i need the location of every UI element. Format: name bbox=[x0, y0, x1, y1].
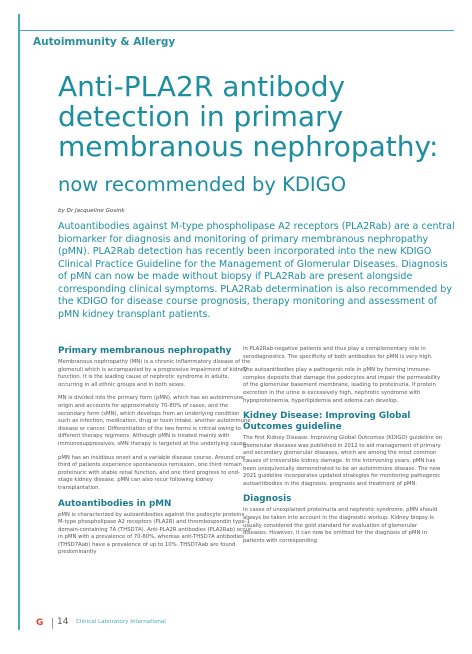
intro-text: Autoantibodies against M-type phospholipase A2 receptors (PLA2Rab) are a central biomarker for diagnosis and monitoring of primary membranous nephropathy (pMN). PLA2Rab detection has recently been incorporated into the new KDIGO Clinical Practice Guideline for the Management of Glomerular Diseases. Diagnosis of pMN can now be made without biopsy if PLA2Rab are present alongside corresponding clinical symptoms. PLA2Rab determination is also recommended by the KDIGO for disease course prognosis, therapy monitoring and assessment of pMN kidney transplant patients. bbox=[58, 221, 455, 320]
article-subtitle: now recommended by KDIGO bbox=[58, 173, 347, 196]
footer-divider bbox=[52, 618, 53, 629]
paragraph: in PLA2Rab-negative patients and thus play a complementary role in serodiagnostics. The specificity of both antibodies for pMN is very high. bbox=[243, 346, 433, 360]
paragraph: MN is divided into the primary form (pMN), which has an autoimmune origin and accounts for approximately 70-80% of cases, and the secondary form (sMN), which develops from an underlying condition such as infection, medication, drug or toxin intake, another autoimmune disease or cancer. Differentiation of the two forms is critical owing to different therapy regimens. Although pMN is treated mainly with immunosuppressives, sMN therapy is targeted at the underlying cause. bbox=[58, 395, 251, 447]
paragraph: The first Kidney Disease: Improving Global Outcomes (KDIGO) guideline on glomerular diseases was published in 2012 to aid management of primary and secondary glomerular diseases, which are among the most common causes of irreversible kidney damage. In the intervening years, pMN has been unequivocally demonstrated to be an autoimmune disease. The new 2021 guideline incorporates updated strategies for monitoring pathogenic autoantibodies in the diagnosis, prognosis and treatment of pMN. bbox=[243, 435, 443, 487]
page-number: 14 bbox=[57, 617, 69, 627]
paragraph: The autoantibodies play a pathogenic role in pMN by forming immune-complex deposits that damage the podocytes and impair the permeability of the glomerular basement membrane, leading to proteinuria. If protein excretion in the urine is excessively high, nephrotic syndrome with hypoproteinemia, hyperlipidemia and edema can develop. bbox=[243, 367, 441, 404]
section-kdigo bbox=[243, 411, 443, 488]
right-column bbox=[243, 342, 443, 551]
paragraph: pMN is characterized by autoantibodies against the podocyte proteins M-type phospholipase A2 receptors (PLA2R) and thrombospondin type-1 domain-containing 7A (THSD7A). Anti-PLA2R antibodies (PLA2Rab) occur in pMN with a prevalence of 70-80%, whereas anti-THSD7A antibodies (THSD7Aab) have a prevalence of up to 10%. THSD7Aab are found predominantly bbox=[58, 511, 252, 556]
page-footer bbox=[18, 616, 454, 638]
section-tag: Autoimmunity & Allergy bbox=[33, 36, 176, 48]
header-rule bbox=[18, 30, 454, 31]
section-primary-mn bbox=[58, 346, 252, 493]
intro-paragraph bbox=[58, 221, 458, 321]
paragraph: pMN has an insidious onset and a variable disease course. Around one third of patients experience spontaneous remission, one third remain proteinuric with stable renal function, and one third progress to end-stage kidney disease. pMN can also recur following kidney transplantation. bbox=[58, 454, 246, 491]
section-diagnosis bbox=[243, 494, 443, 545]
section-autoantibodies bbox=[58, 499, 252, 558]
publication-name: Clinical Laboratory International bbox=[76, 619, 166, 625]
left-vertical-rule bbox=[18, 14, 20, 630]
section-heading: Autoantibodies in pMN bbox=[58, 498, 172, 509]
section-heading: Kidney Disease: Improving Global Outcomes guideline bbox=[243, 411, 411, 433]
section-continued bbox=[243, 346, 443, 405]
section-heading: Diagnosis bbox=[243, 494, 292, 505]
paragraph: Membranous nephropathy (MN) is a chronic inflammatory disease of the glomeruli which is accompanied by a progressive impairment of kidney function. It is the leading cause of nephrotic syndrome in adults, occurring in all ethnic groups and in both sexes. bbox=[58, 359, 251, 388]
byline: by Dr Jacqueline Gosink bbox=[58, 208, 125, 214]
paragraph: In cases of unexplained proteinuria and nephrotic syndrome, pMN should always be taken into account in the diagnostic workup. Kidney biopsy is usually considered the gold standard for evaluation of glomerular diseases. However, it can now be omitted for the diagnosis of pMN in patients with corresponding bbox=[243, 507, 438, 544]
article-title: Anti-PLA2R antibody detection in primary membranous nephropathy: bbox=[58, 70, 439, 163]
left-column bbox=[58, 342, 252, 563]
publication-logo-icon: G bbox=[36, 618, 44, 628]
section-heading: Primary membranous nephropathy bbox=[58, 346, 232, 356]
